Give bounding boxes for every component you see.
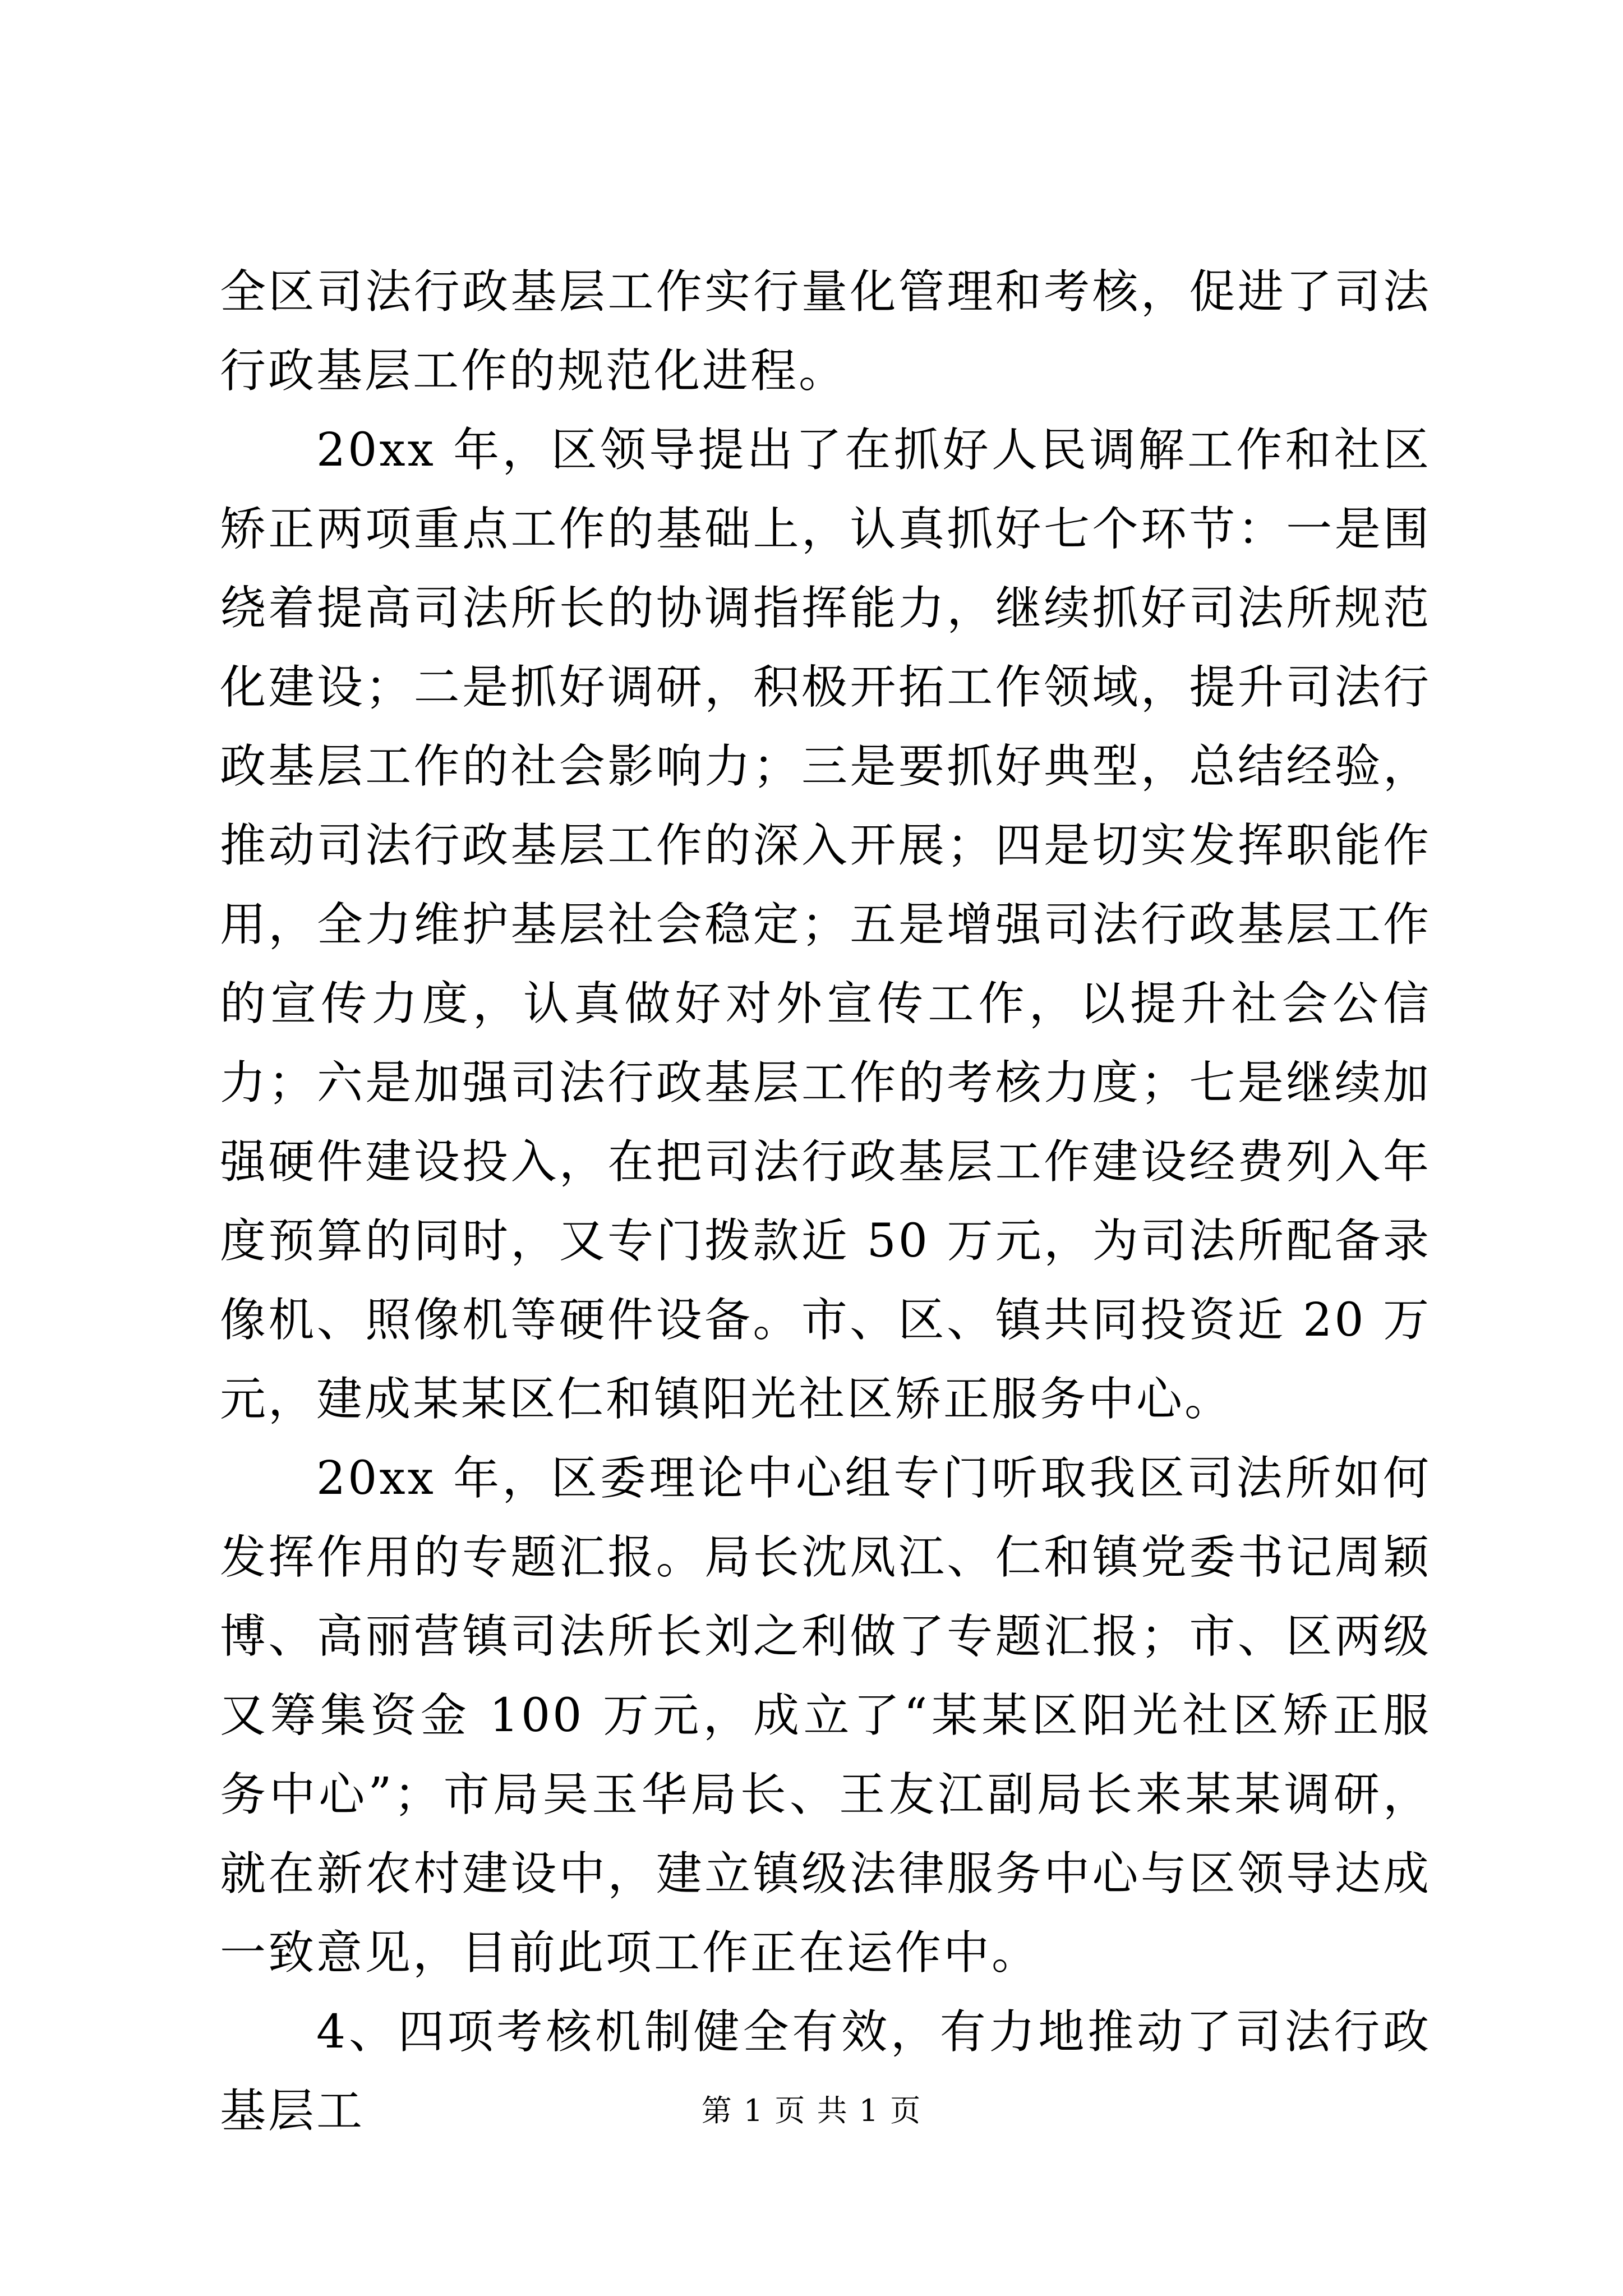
page-footer <box>0 2091 1623 2131</box>
document-body <box>220 252 1431 2151</box>
paragraph-assessment: 4、四项考核机制健全有效，有力地推动了司法行政基层工 <box>220 2005 1431 2138</box>
paragraph-special-report: 20xx 年，区委理论中心组专门听取我区司法所如何发挥作用的专题汇报。局长沈凤江、仁和镇党委书记周颖博、高丽营镇司法所长刘之利做了专题汇报；市、区两级又筹集资金 100 万元，成立了“某某区阳光社区矫正服务中心”；市局吴玉华局长、王友江副局长来某某调研，就在新农村建设中，建立镇级法律服务中心与区领导达成一致意见，目前此项工作正在运作中。 <box>220 1452 1431 1980</box>
page-number: 第 1 页 共 1 页 <box>701 2093 922 2128</box>
paragraph-continuation: 全区司法行政基层工作实行量化管理和考核，促进了司法行政基层工作的规范化进程。 <box>220 265 1431 398</box>
paragraph-seven-links: 20xx 年，区领导提出了在抓好人民调解工作和社区矫正两项重点工作的基础上，认真抓好七个环节：一是围绕着提高司法所长的协调指挥能力，继续抓好司法所规范化建设；二是抓好调研，积极开拓工作领域，提升司法行政基层工作的社会影响力；三是要抓好典型，总结经验，推动司法行政基层工作的深入开展；四是切实发挥职能作用，全力维护基层社会稳定；五是增强司法行政基层工作的宣传力度，认真做好对外宣传工作，以提升社会公信力；六是加强司法行政基层工作的考核力度；七是继续加强硬件建设投入，在把司法行政基层工作建设经费列入年度预算的同时，又专门拨款近 50 万元，为司法所配备录像机、照像机等硬件设备。市、区、镇共同投资近 20 万元，建成某某区仁和镇阳光社区矫正服务中心。 <box>220 424 1431 1426</box>
